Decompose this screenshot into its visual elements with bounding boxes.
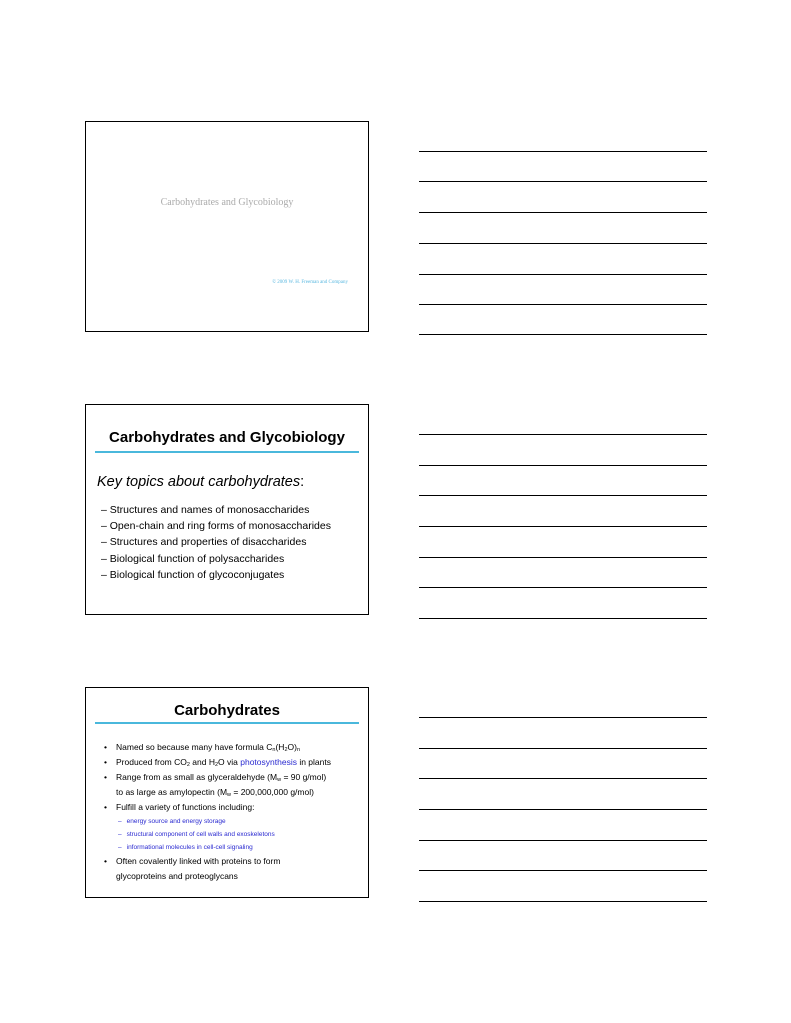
slide-3-title-rule <box>95 722 359 724</box>
subscript: 2 <box>284 747 288 753</box>
bullet-text: in plants <box>296 757 331 767</box>
bullet-dot: • <box>104 802 107 812</box>
bullet-text: = 200,000,000 g/mol) <box>231 787 314 797</box>
subscript: 2 <box>186 762 190 768</box>
list-item <box>118 828 331 841</box>
bullet-text: = 90 g/mol) <box>281 772 327 782</box>
key-topics-text: Key topics about carbohydrates <box>97 474 301 490</box>
bullet-text: O via <box>218 757 241 767</box>
slide-1 <box>85 121 369 332</box>
notes-line <box>419 151 707 152</box>
notes-line <box>419 465 707 466</box>
subscript: w <box>227 792 232 798</box>
functions-list <box>116 815 331 854</box>
notes-line <box>419 840 707 841</box>
notes-line <box>419 901 707 902</box>
bullet-dot: • <box>104 772 107 782</box>
list-item <box>118 815 331 828</box>
function-text: informational molecules in cell-cell signaling <box>126 844 253 851</box>
notes-line <box>419 618 707 619</box>
notes-line <box>419 526 707 527</box>
bullet-text: to as large as amylopectin (M <box>116 787 228 797</box>
photosynthesis-link[interactable]: photosynthesis <box>240 757 297 767</box>
notes-line <box>419 495 707 496</box>
notes-line <box>419 809 707 810</box>
notes-line <box>419 212 707 213</box>
slide-2 <box>85 404 369 615</box>
notes-line <box>419 274 707 275</box>
topics-list <box>101 502 331 583</box>
dash-mark: – <box>118 844 122 851</box>
slide-1-copyright: © 2009 W. H. Freeman and Company <box>272 280 348 285</box>
list-item: – Biological function of glycoconjugates <box>101 568 285 581</box>
bullet-functions <box>104 800 331 854</box>
notes-line <box>419 870 707 871</box>
notes-line <box>419 243 707 244</box>
notes-line <box>419 778 707 779</box>
slide-3 <box>85 687 369 898</box>
bullet-text: (H <box>275 742 285 752</box>
subscript: 2 <box>214 762 219 768</box>
slide-2-title-rule <box>95 451 359 453</box>
list-item <box>118 841 331 854</box>
notes-line <box>419 434 707 435</box>
slide-2-title: Carbohydrates and Glycobiology <box>109 429 345 446</box>
slide-1-title: Carbohydrates and Glycobiology <box>160 197 294 208</box>
bullet-dot: • <box>104 856 107 866</box>
notes-line <box>419 334 707 335</box>
list-item: – Structures and properties of disaccharides <box>101 536 307 549</box>
function-text: structural component of cell walls and exoskeletons <box>126 831 275 838</box>
bullet-glycoproteins <box>104 854 331 884</box>
bullet-continuation <box>116 785 331 800</box>
notes-line <box>419 717 707 718</box>
notes-line <box>419 557 707 558</box>
key-topics-colon: : <box>300 474 305 490</box>
bullet-continuation: glycoproteins and proteoglycans <box>116 871 238 881</box>
bullet-dot: • <box>104 757 107 767</box>
bullet-dot: • <box>104 742 107 752</box>
list-item: – Structures and names of monosaccharides <box>101 504 310 516</box>
bullet-text: O) <box>287 742 297 752</box>
bullet-text: Produced from CO <box>116 757 187 767</box>
bullet-text: Fulfill a variety of functions including: <box>116 802 255 812</box>
slide-3-title: Carbohydrates <box>174 702 280 719</box>
bullet-text: Named so because many have formula C <box>116 742 273 752</box>
bullet-size-range <box>104 770 331 800</box>
bullet-text: and H <box>189 757 215 767</box>
bullet-text: Range from as small as glyceraldehyde (M <box>116 772 278 782</box>
list-item: – Open-chain and ring forms of monosaccharides <box>101 520 331 533</box>
function-text: energy source and energy storage <box>126 818 226 825</box>
key-topics-heading <box>97 474 304 490</box>
notes-line <box>419 304 707 305</box>
bullet-list <box>104 740 331 884</box>
subscript: w <box>277 777 282 783</box>
bullet-photosynthesis <box>104 755 331 770</box>
subscript: n <box>272 747 276 753</box>
notes-line <box>419 587 707 588</box>
subscript: n <box>296 747 301 753</box>
bullet-text: Often covalently linked with proteins to form <box>116 856 281 866</box>
dash-mark: – <box>118 818 122 825</box>
bullet-formula <box>104 740 331 755</box>
notes-line <box>419 181 707 182</box>
list-item: – Biological function of polysaccharides <box>101 552 285 565</box>
dash-mark: – <box>118 831 122 838</box>
notes-line <box>419 748 707 749</box>
